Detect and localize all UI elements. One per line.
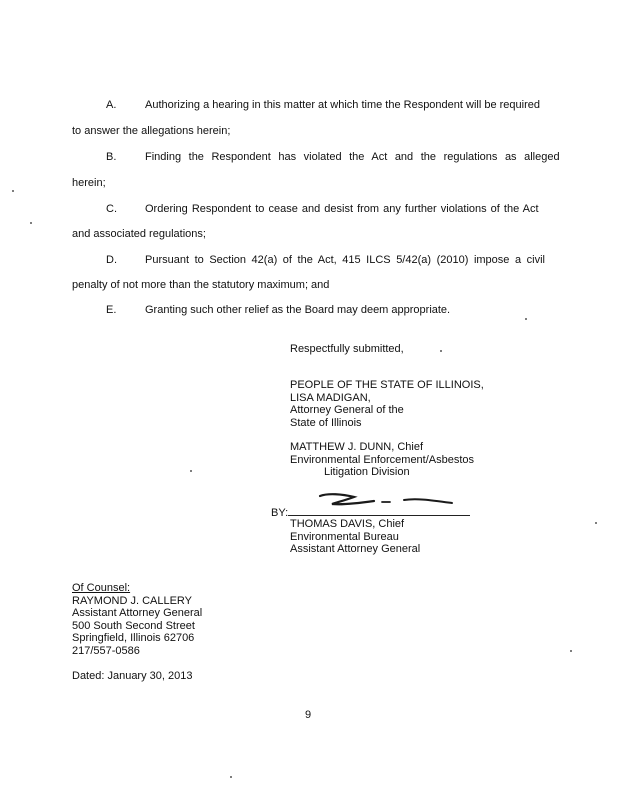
item-b-line1: Finding the Respondent has violated the Act and the regulations as alleged	[145, 151, 560, 163]
signature-block-chief	[290, 441, 474, 479]
item-c-line1: Ordering Respondent to cease and desist from any further violations of the Act	[145, 203, 539, 215]
ag-name: LISA MADIGAN,	[290, 391, 371, 404]
ag-title-1: Attorney General of the	[290, 404, 404, 416]
scan-speck	[440, 350, 442, 352]
ag-title-2: State of Illinois	[290, 416, 362, 429]
item-d-line1: Pursuant to Section 42(a) of the Act, 415 ILCS 5/42(a) (2010) impose a civil	[145, 254, 545, 266]
counsel-street: 500 South Second Street	[72, 619, 195, 632]
division-line-1: Environmental Enforcement/Asbestos	[290, 453, 475, 466]
division-line-2: Litigation Division	[324, 466, 410, 478]
item-d-letter: D.	[106, 254, 117, 266]
signature-line	[288, 515, 470, 516]
scan-speck	[190, 470, 192, 472]
scan-speck	[595, 522, 597, 524]
scan-speck	[570, 650, 572, 652]
counsel-name: RAYMOND J. CALLERY	[72, 594, 193, 607]
item-d-line2: penalty of not more than the statutory maximum; and	[72, 279, 330, 291]
item-a-letter: A.	[106, 99, 117, 111]
counsel-heading: Of Counsel:	[72, 582, 131, 594]
scan-speck	[230, 776, 232, 778]
item-b-letter: B.	[106, 151, 117, 163]
page-number: 9	[305, 709, 312, 721]
handwritten-signature	[316, 488, 456, 514]
item-a-line1: Authorizing a hearing in this matter at which time the Respondent will be required	[145, 99, 540, 111]
counsel-phone: 217/557-0586	[72, 644, 140, 657]
signer-title: Assistant Attorney General	[290, 543, 421, 555]
scan-speck	[12, 190, 14, 192]
dated-line: Dated: January 30, 2013	[72, 670, 193, 682]
signature-block-signer	[290, 518, 420, 556]
item-c-line2: and associated regulations;	[72, 228, 206, 240]
people-line: PEOPLE OF THE STATE OF ILLINOIS,	[290, 379, 484, 391]
item-b-line2: herein;	[72, 177, 106, 189]
signature-block-ag	[290, 379, 484, 429]
counsel-title: Assistant Attorney General	[72, 607, 203, 619]
scan-speck	[525, 318, 527, 320]
item-e-line1: Granting such other relief as the Board may deem appropriate.	[145, 304, 451, 316]
by-label: BY:	[271, 507, 289, 519]
item-c-letter: C.	[106, 203, 117, 215]
chief-name: MATTHEW J. DUNN, Chief	[290, 441, 424, 453]
scan-speck	[30, 222, 32, 224]
item-e-letter: E.	[106, 304, 117, 316]
counsel-city: Springfield, Illinois 62706	[72, 632, 195, 644]
signer-name: THOMAS DAVIS, Chief	[290, 518, 405, 530]
item-a-line2: to answer the allegations herein;	[72, 125, 231, 137]
bureau: Environmental Bureau	[290, 530, 399, 543]
closing: Respectfully submitted,	[290, 343, 404, 355]
counsel-block	[72, 582, 202, 657]
